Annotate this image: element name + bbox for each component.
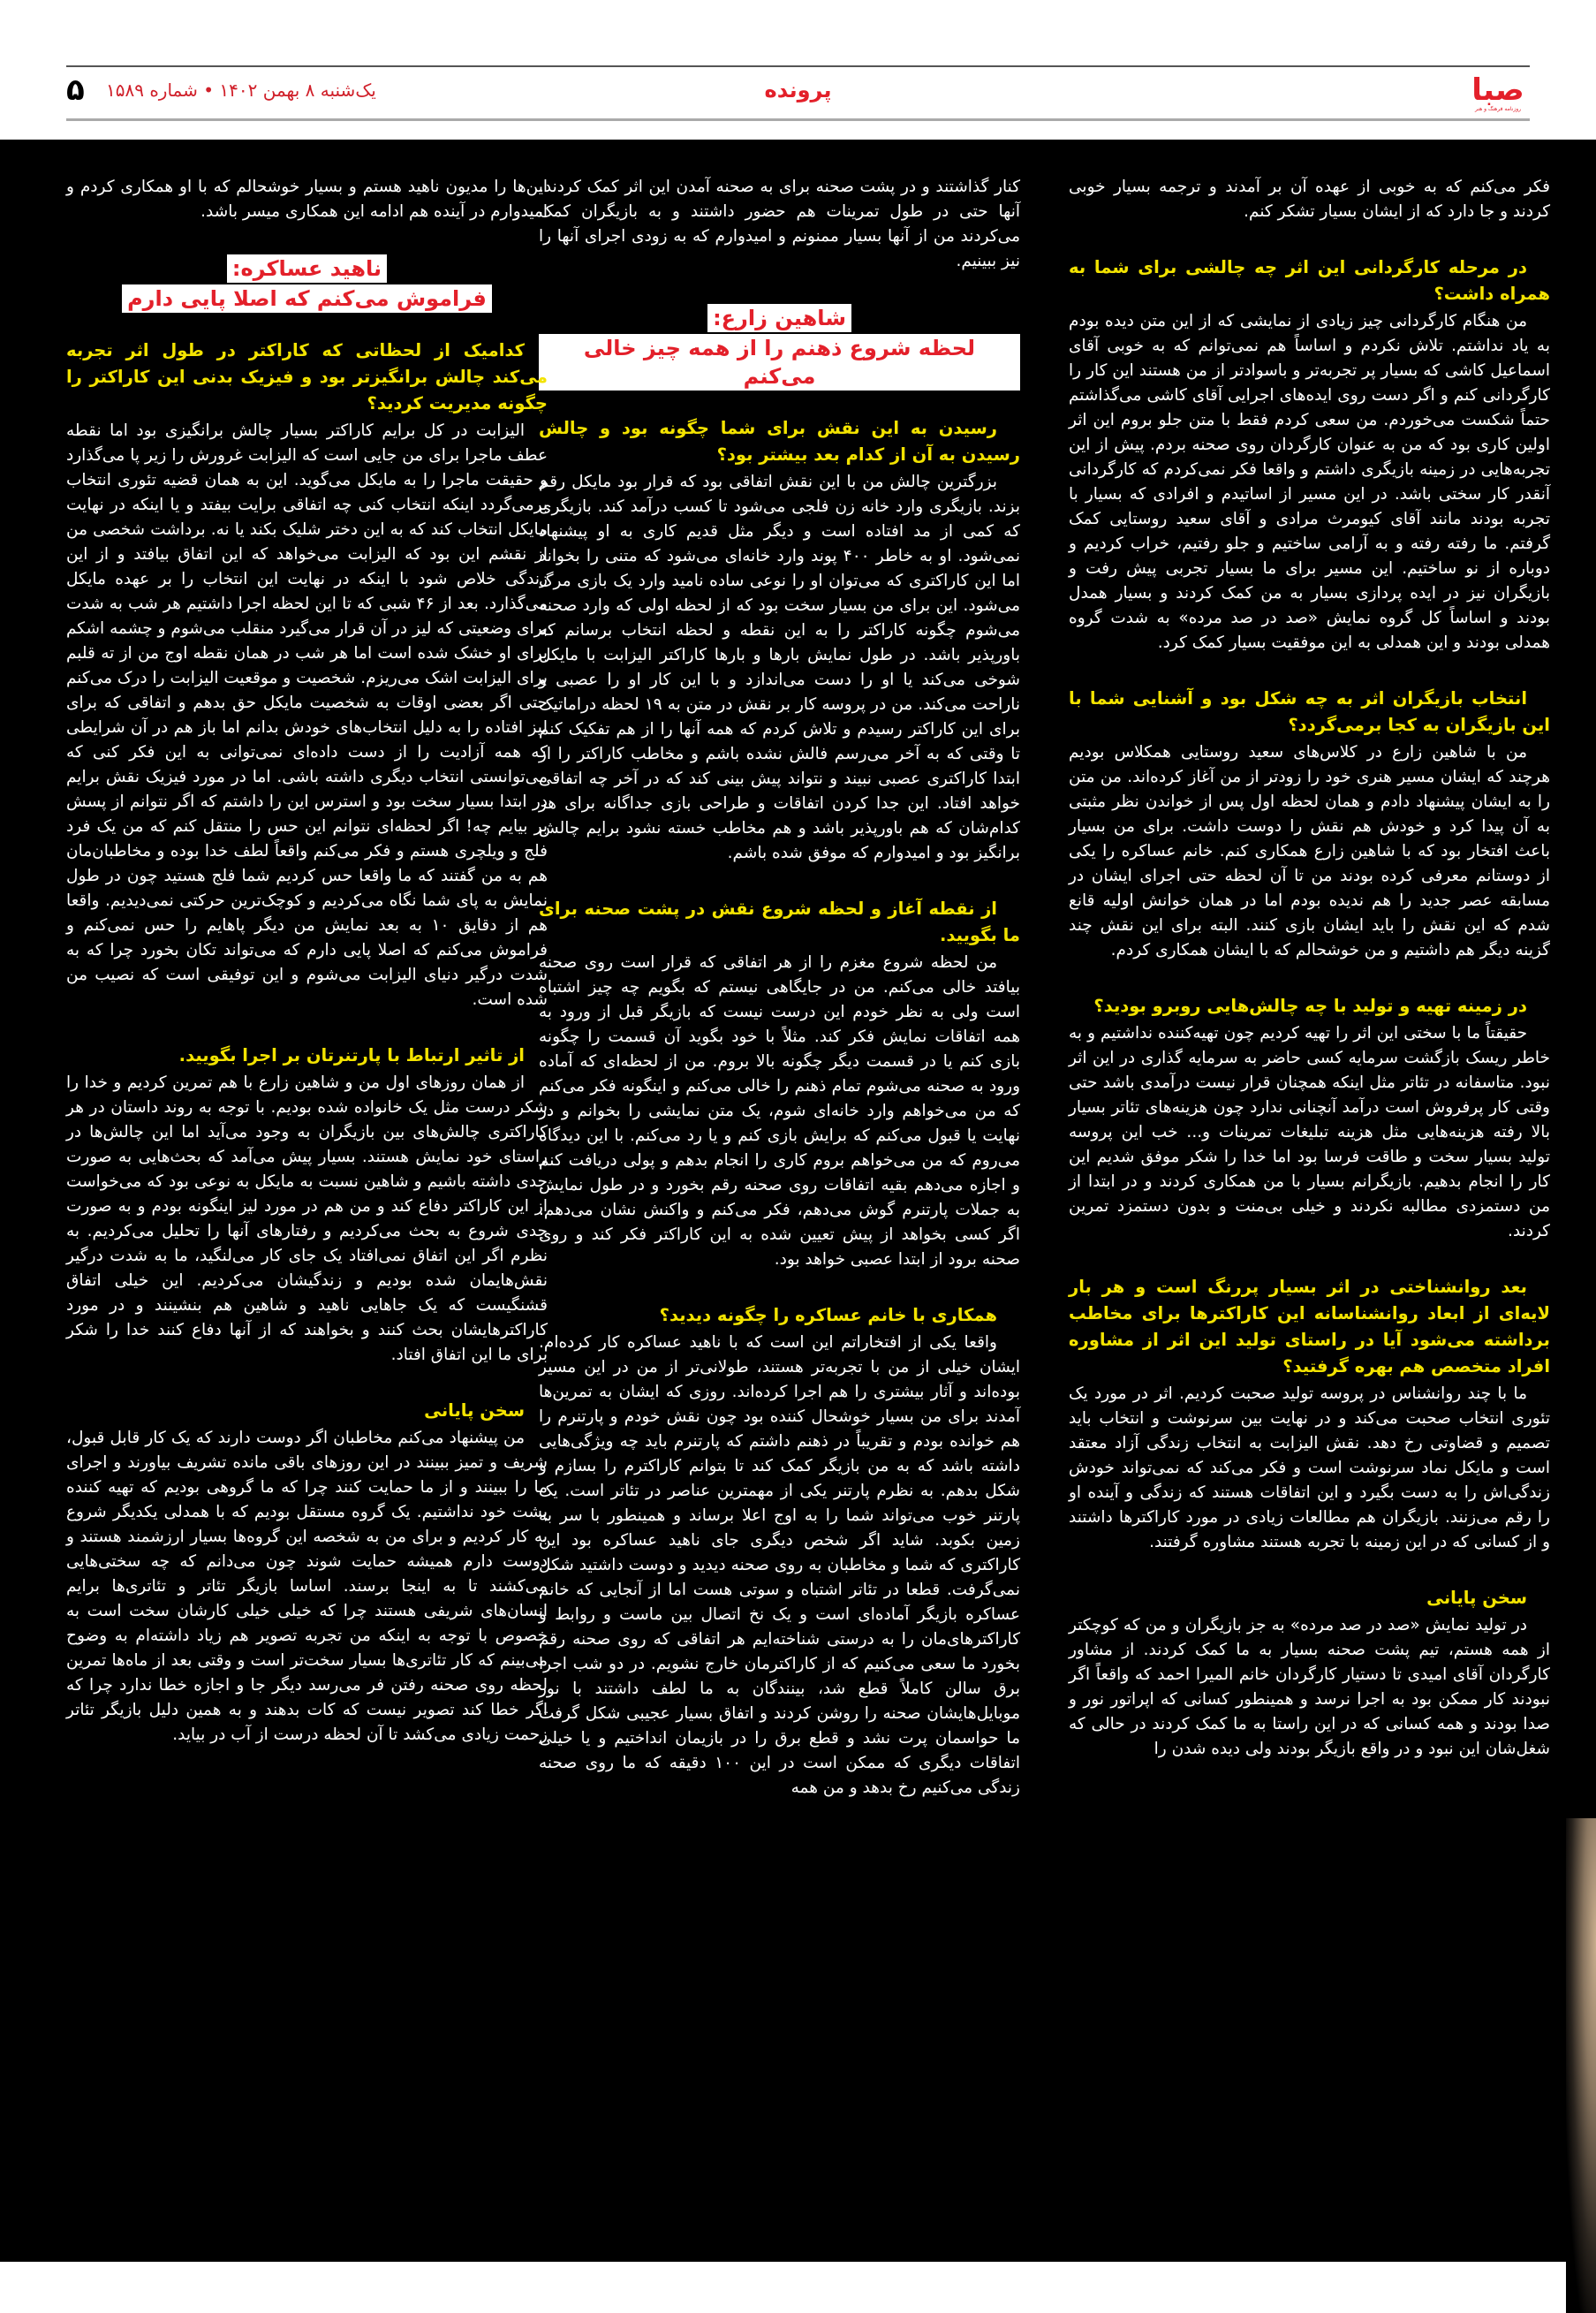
interview-question: بعد روانشناختی در اثر بسیار پررنگ است و هر بار لایه‌ای از ابعاد روانشناسانه این کاراکترها برای مخاطب برداشته می‌شود آیا در راستای تولید این اثر از مشاوره افراد متخصص هم بهره گرفتید؟ <box>1069 1277 1550 1376</box>
paragraph: کنار گذاشتند و در پشت صحنه برای به صحنه آمدن این اثر کمک کردند. آنها حتی در طول تمرینات هم حضور داشتند و به بازیگران کمک می‌کردند من از آنها بسیار ممنونم و امیدوارم که به زودی اجرای آنها را نیز ببینیم. <box>539 178 1020 270</box>
issue-date-line: یک‌شنبه ۸ بهمن ۱۴۰۲ • شماره ۱۵۸۹ <box>106 80 376 101</box>
interview-answer: من هنگام کارگردانی چیز زیادی از نمایشی که از این متن دیده بودم به یاد نداشتم. تلاش نکردم و اساساً هم نمی‌توانم که به خوبی آقای اسماعیل کاشی که بسیار پر تجربه‌تر و باسوادتر از من هستند این کار را کارگردانی کنم و اگر دست روی ایده‌های اجرایی آقای کاشی می‌گذاشتم حتماً شکست می‌خوردم. من سعی کردم فقط با متن جلو بروم این اثر اولین کاری بود که من به عنوان کارگردان روی صحنه بردم. پیش از این تجربه‌هایی در زمینه بازیگری داشتم و واقعا فکر نمی‌کردم که کارگردانی آنقدر کار سختی باشد. در این مسیر از اساتیدم و افرادی که بسیار با تجربه بودند مانند آقای کیومرث مرادی و آقای سعید روستایی کمک گرفتم. ما رفته رفته و به آرامی ساختیم و جلو رفتیم، خراب کردیم و دوباره از نو ساختیم. این مسیر برای ما بسیار تجربی پیش رفت و بازیگران نیز در ایده پردازی بسیار به من کمک کردند و بسیار همدل بودند و اساساً کل گروه نمایش «صد در صد مرده» به شدت گروه همدلی بودند و این همدلی به این موفقیت بسیار کمک کرد. <box>1069 312 1550 652</box>
interviewee-quote: فراموش می‌کنم که اصلا پایی دارم <box>122 284 492 313</box>
interview-answer: در تولید نمایش «صد در صد مرده» به جز بازیگران و من که کوچکتر از همه هستم، تیم پشت صحنه بسیار به ما کمک کردند. از مشاور کارگردان آقای امیدی تا دستیار کارگردان خانم المیرا احمد که واقعاً اگر نبودند کار ممکن بود به اجرا نرسد و همینطور کسانی که اپراتور نور و صدا بودند و همه کسانی که در این راستا به ما کمک کردند در حالی که شغل‌شان این نبود و در واقع بازیگر بودند ولی دیده شدن را <box>1069 1616 1550 1758</box>
interviewee-title <box>66 254 548 315</box>
header-top-rule <box>66 65 1530 67</box>
interview-answer: از همان روزهای اول من و شاهین زارع با هم تمرین کردیم و خدا را شکر درست مثل یک خانواده شده بودیم. با توجه به روند داستان در هر کاراکتری چالش‌های بین بازیگران به وجود می‌آید اما این چالش‌ها در راستای خود نمایش هستند. بسیار پیش می‌آمد که بحث‌هایی به صورت جدی داشته باشیم و شاهین نسبت به مایکل به نوعی بود که می‌خواست از این کاراکتر دفاع کند و من هم در مورد لیز اینگونه بودم و به صورت جدی شروع به بحث می‌کردیم و رفتارهای آنها را تحلیل می‌کردیم. به نظرم اگر این اتفاق نمی‌افتاد یک جای کار می‌لنگید، ما به شدت درگیر نقش‌هایمان شده بودیم و زندگیشان می‌کردیم. این خیلی اتفاق قشنگیست که یک جاهایی ناهید و شاهین هم بنشینند و در مورد کاراکترهایشان بحث کنند و بخواهند که از آنها دفاع کنند خدا را شکر برای ما این اتفاق افتاد. <box>66 1073 548 1364</box>
interview-question: در زمینه تهیه و تولید با چه چالش‌هایی روبرو بودید؟ <box>1093 996 1527 1016</box>
section-title: پرونده <box>764 78 832 102</box>
interview-answer: ما با چند روانشناس در پروسه تولید صحبت کردیم. اثر در مورد یک تئوری انتخاب صحبت می‌کند و در نهایت بین سرنوشت و انتخاب باید تصمیم و قضاوتی رخ دهد. نقش الیزابت به انتخاب زندگی آزاد معتقد است و مایکل نماد سرنوشت است و فکر می‌کند که نمی‌تواند خودش زندگی‌اش را به دست بگیرد و این اتفاقات هستند که زندگی و آینده او را رقم می‌زنند. بازیگران هم مطالعات زیادی در مورد کاراکترها داشتند و از کسانی که در این زمینه با تجربه هستند مشاوره گرفتند. <box>1069 1384 1550 1551</box>
closing-heading: سخن پایانی <box>424 1400 525 1421</box>
logo-mark: صبا <box>1471 72 1524 108</box>
interview-question: در مرحله کارگردانی این اثر چه چالشی برای شما به همراه داشت؟ <box>1069 257 1550 304</box>
interview-question: از تاثیر ارتباط با پارتنرتان بر اجرا بگویید. <box>178 1045 525 1065</box>
header-bottom-rule <box>66 118 1530 121</box>
article-body <box>0 140 1596 2262</box>
interviewee-title <box>539 304 1020 392</box>
interview-question: از نقطه آغاز و لحظه شروع نقش در پشت صحنه برای ما بگویید. <box>539 899 1020 945</box>
interviewee-name: ناهید عساکره: <box>227 254 387 283</box>
interview-answer: واقعا یکی از افتخاراتم این است که با ناهید عساکره کار کرده‌ام. ایشان خیلی از من با تجربه‌تر هستند، طولانی‌تر از من در این مسیر بوده‌اند و آثار بیشتری را هم اجرا کرده‌اند. روزی که ایشان به تمرین‌ها آمدند برای من بسیار خوشحال کننده بود چون نقش خودم و پارتنرم را هم خوانده بودم و تقریباً در ذهنم داشتم که پارتنرم باید چه ویژگی‌هایی داشته باشد که به من بازیگر کمک کند تا بتوانم کاراکترم را بسازم و شکل بدهم. به نظرم پارتنر یکی از مهمترین عناصر در تئاتر است. یک پارتنر خوب می‌تواند شما را به اوج اعلا برساند و همینطور با سر به زمین بکوبد. شاید اگر شخص دیگری جای ناهید عساکره بود این کاراکتری که شما و مخاطبان به روی صحنه دیدید و دوست داشتید شکل نمی‌گرفت. قطعا در تئاتر اشتباه و سوتی هست اما از آنجایی که خانم عساکره بازیگر آماده‌ای است و یک نخ اتصال بین ماست و روابط و کاراکترهای‌مان را به درستی شناخته‌ایم هر اتفاقی که روی صحنه رقم بخورد ما سعی می‌کنیم که از کاراکترمان خارج نشویم. در دو شب اجرا برق سالن کاملاً قطع شد، بینندگان به ما لطف داشتند با نور موبایل‌هایشان صحنه را روشن کردند و اتفاق بسیار عجیبی شکل گرفت ما حواسمان پرت نشد و قطع برق را در بازیمان انداختیم و یا خیلی اتفاقات دیگری که ممکن است در این ۱۰۰ دقیقه که ما روی صحنه زندگی می‌کنیم رخ بدهد و من همه <box>539 1333 1020 1797</box>
logo-subtitle: روزنامه فرهنگ و هنر <box>1474 106 1522 112</box>
interview-question: انتخاب بازیگران اثر به چه شکل بود و آشنایی شما با این بازیگران به کجا برمی‌گردد؟ <box>1069 688 1550 735</box>
page-header <box>0 0 1596 140</box>
interview-answer: من با شاهین زارع در کلاس‌های سعید روستایی همکلاس بودیم هرچند که ایشان مسیر هنری خود را زودتر از من آغاز کرده‌اند. من متن را به ایشان پیشنهاد دادم و همان لحظه اول پس از خواندن نظر مثبتی به آن پیدا کرد و خودش هم نقش را دوست داشت. برای من بسیار باعث افتخار بود که با شاهین زارع همکاری کنم. خانم عساکره را یکی از دوستانم معرفی کرده بودند من تا آن لحظه حتی اجرای ایشان در مسابقه عصر جدید را هم ندیده بودم اما در همان خوانش اولیه قانع شدم که این نقش را باید ایشان بازی کنند. البته برای این نقش چند گزینه دیگر هم داشتیم و من خوشحالم که با ایشان همکاری کردم. <box>1069 743 1550 959</box>
interview-question: همکاری با خانم عساکره را چگونه دیدید؟ <box>659 1305 997 1325</box>
interview-answer: بزرگترین چالش من با این نقش اتفاقی بود که قرار بود مایکل رقم بزند. بازیگری وارد خانه زن فلجی می‌شود تا کسب درآمد کند. بازیگری که کمی از مد افتاده است و دیگر مثل قدیم کاری به او پیشنهاد نمی‌شود. او به خاطر ۴۰۰ پوند وارد خانه‌ای می‌شود که متنی را بخواند اما این کاراکتری که می‌توان او را نوعی ساده نامید وارد یک بازی مرگ می‌شود. این برای من بسیار سخت بود که از لحظه اولی که وارد صحنه می‌شوم چگونه کاراکتر را به این نقطه و لحظه انتخاب برسانم که باورپذیر باشد. در طول نمایش بارها و بارها کاراکتر الیزابت با مایکل شوخی می‌کند یا او را دست می‌اندازد و با این کار او را عصبی و ناراحت می‌کند. من در پروسه کار بر نقش در متن به ۱۹ لحظه دراماتیک برای این کاراکتر رسیدم و تلاش کردم که همه آنها را از هم تفکیک کنم تا وقتی که به آخر می‌رسم فالش نشده باشم و مخاطب کاراکتر را از ابتدا کاراکتری عصبی نبیند و نتواند پیش بینی کند که در آخر چه اتفاقی خواهد افتاد. این جدا کردن اتفاقات و طراحی بازی جداگانه برای هر کدام‌شان که هم باورپذیر باشد و هم مخاطب خسته نشود برایم چالش برانگیز بود و امیدوارم که موفق شده باشم. <box>539 473 1020 862</box>
column-middle <box>539 175 1020 1831</box>
column-right <box>1069 175 1550 1792</box>
closing-heading: سخن پایانی <box>1426 1588 1527 1608</box>
page-number: ۵ <box>66 72 85 108</box>
paragraph: فکر می‌کنم که به خوبی از عهده آن بر آمدند و ترجمه بسیار خوبی کردند و جا دارد که از ایشان بسیار تشکر کنم. <box>1069 178 1550 221</box>
interview-answer: حقیقتاً ما با سختی این اثر را تهیه کردیم چون تهیه‌کننده نداشتیم و به خاطر ریسک بازگشت سرمایه کسی حاضر به سرمایه گذاری در این اثر نبود. متاسفانه در تئاتر مثل اینکه همچنان قرار نیست درآمدی باشد حتی وقتی کار پرفروش است درآمد آنچنانی ندارد چون هزینه‌های تئاتر بسیار بالا رفته هزینه‌هایی مثل هزینه تبلیغات تمرینات و... خب این پروسه تولید بسیار سخت و طاقت فرسا بود اما خدا را شکر موفق شدیم این کار را انجام بدهیم. بازیگرانم بسیار با من همکاری کردند و در ابتدا از من دستمزدی مطالبه نکردند و خیلی بی‌منت و بدون دستمزد تمرین کردند. <box>1069 1024 1550 1240</box>
column-left <box>66 175 548 1778</box>
interview-question: رسیدن به این نقش برای شما چگونه بود و چالش رسیدن به آن از کدام بعد بیشتر بود؟ <box>539 418 1020 465</box>
paragraph: این‌ها را مدیون ناهید هستم و بسیار خوشحالم که با او همکاری کردم و امیدوارم در آینده هم ادامه این همکاری میسر باشد. <box>66 178 548 221</box>
photo-edge-image <box>1566 1818 1596 2313</box>
interviewee-name: شاهین زارع: <box>707 304 851 332</box>
interview-answer: الیزابت در کل برایم کاراکتر بسیار چالش برانگیزی بود اما نقطه عطف ماجرا برای من جایی است که الیزابت غرورش را زیر پا می‌گذارد و حقیقت ماجرا را به مایکل می‌گوید. این به همان قضیه تئوری انتخاب برمی‌گردد اینکه انتخاب کنی چه اتفاقی برایت بیفتد و یا اینکه در نهایت مایکل انتخاب کند که به این دختر شلیک بکند یا نه. برداشت شخصی من از نقشم این بود که الیزابت می‌خواهد که این اتفاق بیافتد و از این زندگی خلاص شود با اینکه در نهایت این انتخاب را بر عهده مایکل می‌گذارد. بعد از ۴۶ شبی که تا این لحظه اجرا داشتیم هر شب به شدت برای وضعیتی که لیز در آن قرار می‌گیرد منقلب می‌شوم و چشمه اشکم برای او خشک شده است اما هر شب در همان نقطه اوج من از ته قلبم برای الیزابت اشک می‌ریزم. شخصیت و موقعیت الیزابت را درک می‌کنم حتی اگر بعضی اوقات به شخصیت مایکل حق بدهم و اتفاقی که برای لیز افتاده را به دلیل انتخاب‌های خودش بدانم اما باز هم در آن شرایطی که همه آزادیت را از دست داده‌ای نمی‌توانی به این فکر کنی که می‌توانستی انتخاب دیگری داشته باشی. اما در مورد فیزیک نقش برایم در ابتدا بسیار سخت بود و استرس این را داشتم که اگر نتوانم از پسش بر بیایم چه! اگر لحظه‌ای نتوانم این حس را منتقل کنم که من یک فرد فلج و ویلچری هستم و فکر می‌کنم واقعاً لطف خدا بوده و مخاطبان‌مان هم به من گفتند که ما واقعا حس کردیم شما فلج هستید چون در طول نمایش به پای شما نگاه می‌کردیم و کوچک‌ترین حرکتی نمی‌دیدیم. واقعا هم از دقایق ۱۰ به بعد نمایش من دیگر پاهایم را حس نمی‌کنم و فراموش می‌کنم که اصلا پایی دارم که می‌تواند تکان بخورد چرا که به شدت درگیر دنیای الیزابت می‌شوم و این توفیقی است که نصیب من شده است. <box>66 421 548 1009</box>
interview-answer: من لحظه شروع مغزم را از هر اتفاقی که قرار است روی صحنه بیافتد خالی می‌کنم. من در جایگاهی نیستم که بگویم چه چیز اشتباه است ولی به نظر خودم این درست نیست که بازیگر قبل از ورود به همه اتفاقات نمایش فکر کند. مثلاً با خود بگوید آن قسمت را چگونه بازی کنم یا در قسمت دیگر چگونه بالا بروم. من از لحظه‌ای که آماده ورود به صحنه می‌شوم تمام ذهنم را خالی می‌کنم و اینگونه فکر می‌کنم که من می‌خواهم وارد خانه‌ای شوم، یک متن نمایشی را بخوانم و در نهایت یا قبول می‌کنم که برایش بازی کنم و یا رد می‌کنم. با این دیدگاه می‌روم که من می‌خواهم بروم کاری را انجام بدهم و پولی دریافت کنم و اجازه می‌دهم بقیه اتفاقات روی صحنه رقم بخورد و در طول نمایش به جملات پارتنرم گوش می‌دهم، فکر می‌کنم و واکنش نشان می‌دهم. اگر کسی بخواهد از پیش تعیین شده به این کاراکتر فکر کند و روی صحنه برود از ابتدا عصبی خواهد بود. <box>539 953 1020 1269</box>
interview-question: کدامیک از لحظاتی که کاراکتر در طول اثر تجربه می‌کند چالش برانگیزتر بود و فیزیک بدنی این کاراکتر را چگونه مدیریت کردید؟ <box>66 340 548 413</box>
interview-answer: من پیشنهاد می‌کنم مخاطبان اگر دوست دارند که یک کار قابل قبول، شریف و تمیز ببینند در این روزهای باقی مانده تشریف بیاورند و اجرای ما را ببینند و از ما حمایت کنند چرا که ما گروهی بودیم که تهیه کننده پشت خود نداشتیم. یک گروه مستقل بودیم که با همدلی یکدیگر شروع به کار کردیم و برای من به شخصه این گروه‌ها بسیار ارزشمند هستند و دوست دارم همیشه حمایت شوند چون می‌دانم که چه سختی‌هایی می‌کشند تا به اینجا برسند. اساسا بازیگر تئاتر و تئاتری‌ها برایم انسان‌های شریفی هستند چرا که خیلی خیلی کارشان سخت است به خصوص با توجه به اینکه من تجربه تصویر هم زیاد داشته‌ام به وضوح می‌بینم که کار تئاتری‌ها بسیار سخت‌تر است و وقتی بعد از ماه‌ها تمرین لحظه روی صحنه رفتن فر می‌رسد دیگر جا و اجازه خطا ندارد چرا که اگر خطا کند تصویر نیست که کات بدهند و به همین دلیل بازیگر تئاتر زحمت زیادی می‌کشد تا آن لحظه درست از آب در بیاید. <box>66 1429 548 1744</box>
interviewee-quote: لحظه شروع ذهنم را از همه چیز خالی می‌کنم <box>539 334 1020 391</box>
